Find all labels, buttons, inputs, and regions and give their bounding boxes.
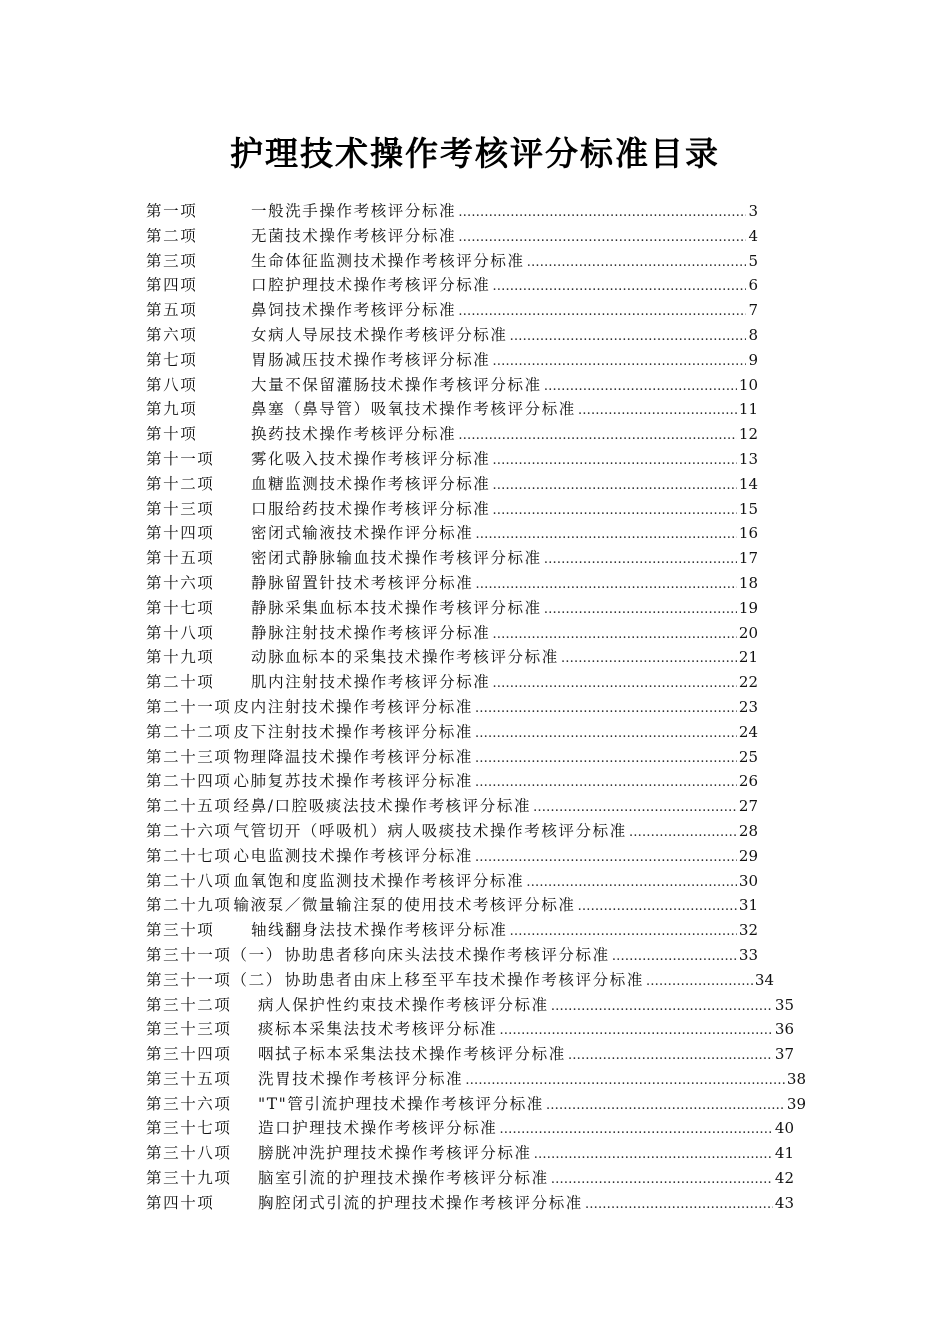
- toc-entry: [146, 893, 758, 918]
- toc-leader-dots: [458, 230, 746, 245]
- toc-entry-page: 38: [786, 1069, 806, 1088]
- toc-entry: [146, 521, 758, 546]
- toc-entry-number: 第九项: [146, 400, 198, 419]
- toc-entry-number: 第三十九项: [146, 1169, 232, 1188]
- toc-entry-title: 生命体征监测技术操作考核评分标准: [251, 251, 525, 270]
- toc-entry-number: 第四十项: [146, 1193, 215, 1212]
- toc-leader-dots: [612, 949, 737, 964]
- toc-entry-title: 动脉血标本的采集技术操作考核评分标准: [251, 648, 559, 667]
- toc-leader-dots: [465, 1073, 785, 1088]
- toc-entry-number: 第三十一项（二）: [146, 970, 283, 989]
- toc-leader-dots: [561, 651, 737, 666]
- toc-entry-title: 病人保护性约束技术操作考核评分标准: [258, 995, 549, 1014]
- toc-entry-page: 36: [774, 1020, 794, 1039]
- toc-leader-dots: [585, 1197, 773, 1212]
- toc-entry-number: 第二十三项: [146, 747, 232, 766]
- toc-entry-title: 血氧饱和度监测技术操作考核评分标准: [233, 871, 525, 890]
- toc-entry-page: 20: [738, 623, 758, 642]
- toc-entry: [146, 546, 758, 571]
- toc-entry: [146, 1166, 794, 1191]
- toc-entry-page: 43: [774, 1193, 794, 1212]
- toc-entry: [146, 720, 758, 745]
- toc-entry-number: 第二十八项: [146, 871, 232, 890]
- toc-leader-dots: [492, 627, 737, 642]
- toc-entry-title: "T"管引流护理技术操作考核评分标准: [258, 1094, 544, 1113]
- toc-entry-page: 27: [738, 797, 758, 816]
- toc-entry-number: 第三十四项: [146, 1045, 232, 1064]
- toc-entry-number: 第三项: [146, 251, 198, 270]
- toc-entry-page: 5: [748, 251, 758, 270]
- toc-entry-title: 心电监测技术操作考核评分标准: [233, 846, 473, 865]
- toc-entry: [146, 348, 758, 373]
- toc-entry: [146, 472, 758, 497]
- toc-entry-title: 雾化吸入技术操作考核评分标准: [251, 449, 491, 468]
- toc-entry: [146, 273, 758, 298]
- toc-leader-dots: [492, 354, 746, 369]
- toc-entry-title: 咽拭子标本采集法技术操作考核评分标准: [258, 1045, 566, 1064]
- toc-entry-title: 肌内注射技术操作考核评分标准: [251, 673, 491, 692]
- toc-entry-page: 3: [748, 202, 758, 220]
- toc-leader-dots: [475, 527, 737, 542]
- toc-leader-dots: [646, 974, 753, 989]
- toc-entry-number: 第十四项: [146, 524, 215, 543]
- toc-entry-number: 第二十项: [146, 673, 215, 692]
- toc-entry: [146, 1116, 794, 1141]
- toc-entry-title: 胸腔闭式引流的护理技术操作考核评分标准: [258, 1193, 583, 1212]
- toc-entry-title: 膀胱冲洗护理技术操作考核评分标准: [258, 1144, 532, 1163]
- toc-entry-page: 37: [774, 1045, 794, 1064]
- toc-entry: [146, 571, 758, 596]
- toc-entry: [146, 1092, 806, 1117]
- toc-entry-number: 第二十四项: [146, 772, 232, 791]
- toc-entry: [146, 869, 758, 894]
- toc-entry-number: 第二项: [146, 226, 198, 245]
- toc-leader-dots: [475, 701, 737, 716]
- toc-entry-number: 第三十二项: [146, 995, 232, 1014]
- toc-entry: [146, 745, 758, 770]
- toc-leader-dots: [475, 751, 737, 766]
- toc-entry-title: 气管切开（呼吸机）病人吸痰技术操作考核评分标准: [233, 821, 627, 840]
- toc-entry-title: 血糖监测技术操作考核评分标准: [251, 474, 491, 493]
- toc-entry-page: 17: [738, 549, 758, 568]
- toc-entry-page: 29: [738, 846, 758, 865]
- toc-entry-title: 静脉留置针技术考核评分标准: [251, 573, 474, 592]
- toc-entry: [146, 199, 758, 224]
- toc-entry: [146, 373, 758, 398]
- toc-entry: [146, 1042, 794, 1067]
- toc-leader-dots: [551, 999, 773, 1014]
- toc-entry-number: 第二十六项: [146, 821, 232, 840]
- toc-entry-title: 洗胃技术操作考核评分标准: [258, 1069, 464, 1088]
- toc-leader-dots: [475, 775, 737, 790]
- toc-entry: [146, 1191, 794, 1216]
- toc-entry: [146, 224, 758, 249]
- toc-entry: [146, 249, 758, 274]
- toc-leader-dots: [492, 676, 737, 691]
- toc-entry-number: 第三十六项: [146, 1094, 232, 1113]
- toc-entry-title: 鼻塞（鼻导管）吸氧技术操作考核评分标准: [251, 400, 576, 419]
- toc-entry: [146, 769, 758, 794]
- toc-entry: [146, 596, 758, 621]
- toc-entry-number: 第二十五项: [146, 797, 232, 816]
- toc-entry-number: 第十一项: [146, 449, 215, 468]
- toc-leader-dots: [629, 825, 737, 840]
- toc-entry-title: 轴线翻身法技术操作考核评分标准: [251, 921, 508, 940]
- toc-entry-number: 第一项: [146, 202, 198, 220]
- toc-entry-title: 胃肠减压技术操作考核评分标准: [251, 350, 491, 369]
- toc-entry-number: 第十项: [146, 425, 198, 444]
- toc-entry-page: 34: [754, 970, 774, 989]
- toc-entry-page: 16: [738, 524, 758, 543]
- toc-entry: [146, 695, 758, 720]
- toc-entry-number: 第三十项: [146, 921, 215, 940]
- toc-entry: [146, 422, 758, 447]
- toc-entry-page: 14: [738, 474, 758, 493]
- toc-entry-page: 32: [738, 921, 758, 940]
- toc-entry-title: 造口护理技术操作考核评分标准: [258, 1119, 498, 1138]
- toc-entry-number: 第七项: [146, 350, 198, 369]
- toc-entry-number: 第三十七项: [146, 1119, 232, 1138]
- toc-entry-title: 经鼻/口腔吸痰法技术操作考核评分标准: [233, 797, 532, 816]
- toc-entry: [146, 918, 758, 943]
- toc-entry: [146, 1067, 806, 1092]
- toc-leader-dots: [527, 255, 747, 270]
- toc-leader-dots: [458, 428, 737, 443]
- toc-entry: [146, 993, 794, 1018]
- toc-entry-page: 26: [738, 772, 758, 791]
- toc-entry-page: 39: [786, 1094, 806, 1113]
- toc-entry-title: 静脉注射技术操作考核评分标准: [251, 623, 491, 642]
- toc-leader-dots: [499, 1023, 773, 1038]
- toc-leader-dots: [533, 800, 737, 815]
- toc-entry-page: 19: [738, 598, 758, 617]
- toc-leader-dots: [492, 478, 737, 493]
- toc-entry-page: 10: [738, 375, 758, 394]
- toc-entry-title: 口服给药技术操作考核评分标准: [251, 499, 491, 518]
- toc-entry-page: 8: [748, 325, 758, 344]
- toc-entry-page: 25: [738, 747, 758, 766]
- toc-entry-number: 第八项: [146, 375, 198, 394]
- toc-entry: [146, 397, 758, 422]
- toc-entry-number: 第十五项: [146, 549, 215, 568]
- toc-entry: [146, 298, 758, 323]
- toc-entry-title: 痰标本采集法技术考核评分标准: [258, 1020, 498, 1039]
- toc-entry-title: 静脉采集血标本技术操作考核评分标准: [251, 598, 542, 617]
- toc-leader-dots: [510, 924, 737, 939]
- toc-entry-title: 协助患者移向床头法技术操作考核评分标准: [284, 945, 610, 964]
- toc-entry-title: 口腔护理技术操作考核评分标准: [251, 276, 491, 295]
- toc-entry-page: 23: [738, 697, 758, 716]
- toc-leader-dots: [534, 1147, 773, 1162]
- toc-leader-dots: [578, 403, 737, 418]
- toc-leader-dots: [544, 379, 737, 394]
- toc-leader-dots: [568, 1048, 773, 1063]
- toc-entry: [146, 1017, 794, 1042]
- toc-leader-dots: [475, 850, 737, 865]
- toc-entry-page: 21: [738, 648, 758, 667]
- toc-leader-dots: [526, 875, 737, 890]
- toc-leader-dots: [578, 899, 737, 914]
- toc-entry: [146, 645, 758, 670]
- toc-entry-page: 35: [774, 995, 794, 1014]
- toc-entry-page: 13: [738, 449, 758, 468]
- toc-entry-number: 第二十二项: [146, 722, 232, 741]
- toc-entry-page: 30: [738, 871, 758, 890]
- toc-entry-number: 第二十一项: [146, 697, 232, 716]
- toc-entry-number: 第十八项: [146, 623, 215, 642]
- toc-entry-page: 40: [774, 1119, 794, 1138]
- toc-entry-page: 6: [748, 276, 758, 295]
- toc-entry-page: 15: [738, 499, 758, 518]
- toc-entry-page: 18: [738, 573, 758, 592]
- toc-entry-page: 22: [738, 673, 758, 692]
- toc-entry: [146, 621, 758, 646]
- toc-leader-dots: [546, 1098, 785, 1113]
- toc-entry-title: 脑室引流的护理技术操作考核评分标准: [258, 1169, 549, 1188]
- toc-entry-page: 33: [738, 945, 758, 964]
- toc-leader-dots: [510, 329, 747, 344]
- toc-entry-page: 7: [748, 301, 758, 320]
- toc-entry-title: 大量不保留灌肠技术操作考核评分标准: [251, 375, 542, 394]
- toc-entry-title: 密闭式输液技术操作评分标准: [251, 524, 474, 543]
- toc-entry-title: 换药技术操作考核评分标准: [251, 425, 457, 444]
- toc-entry-title: 皮下注射技术操作考核评分标准: [233, 722, 473, 741]
- toc-entry: [146, 670, 758, 695]
- toc-entry-page: 41: [774, 1144, 794, 1163]
- toc-entry-number: 第二十七项: [146, 846, 232, 865]
- toc-entry-title: 无菌技术操作考核评分标准: [251, 226, 457, 245]
- toc-leader-dots: [458, 205, 746, 220]
- toc-entry-number: 第四项: [146, 276, 198, 295]
- toc-entry-number: 第十三项: [146, 499, 215, 518]
- toc-entry-number: 第十二项: [146, 474, 215, 493]
- toc-leader-dots: [551, 1172, 773, 1187]
- toc-entry-title: 密闭式静脉输血技术操作考核评分标准: [251, 549, 542, 568]
- toc-entry: [146, 844, 758, 869]
- toc-entry: [146, 794, 758, 819]
- toc-leader-dots: [544, 552, 737, 567]
- toc-entry-number: 第三十三项: [146, 1020, 232, 1039]
- toc-entry-page: 9: [748, 350, 758, 369]
- toc-entry-page: 12: [738, 425, 758, 444]
- toc-entry-number: 第五项: [146, 301, 198, 320]
- toc-entry-number: 第三十八项: [146, 1144, 232, 1163]
- toc-entry: [146, 819, 758, 844]
- toc-entry-title: 协助患者由床上移至平车技术操作考核评分标准: [284, 970, 644, 989]
- toc-entry-number: 第六项: [146, 325, 198, 344]
- toc-list: [146, 199, 806, 1216]
- toc-entry-title: 输液泵／微量输注泵的使用技术考核评分标准: [233, 896, 576, 915]
- toc-leader-dots: [544, 602, 737, 617]
- toc-entry: [146, 968, 774, 993]
- toc-leader-dots: [499, 1122, 773, 1137]
- toc-entry-number: 第三十五项: [146, 1069, 232, 1088]
- document-title: 护理技术操作考核评分标准目录: [230, 134, 720, 173]
- toc-entry-number: 第二十九项: [146, 896, 232, 915]
- toc-entry-number: 第三十一项（一）: [146, 945, 283, 964]
- toc-entry: [146, 447, 758, 472]
- toc-entry-number: 第十九项: [146, 648, 215, 667]
- toc-entry-number: 第十七项: [146, 598, 215, 617]
- toc-entry-title: 一般洗手操作考核评分标准: [251, 202, 457, 220]
- toc-entry-page: 4: [748, 226, 758, 245]
- toc-entry-page: 42: [774, 1169, 794, 1188]
- toc-entry-title: 女病人导尿技术操作考核评分标准: [251, 325, 508, 344]
- toc-leader-dots: [492, 453, 737, 468]
- toc-entry-page: 31: [738, 896, 758, 915]
- toc-entry-number: 第十六项: [146, 573, 215, 592]
- toc-entry: [146, 323, 758, 348]
- toc-entry: [146, 1141, 794, 1166]
- toc-leader-dots: [458, 304, 746, 319]
- toc-leader-dots: [492, 279, 746, 294]
- toc-entry-title: 鼻饲技术操作考核评分标准: [251, 301, 457, 320]
- toc-leader-dots: [475, 726, 737, 741]
- toc-entry-title: 物理降温技术操作考核评分标准: [233, 747, 473, 766]
- toc-entry-title: 皮内注射技术操作考核评分标准: [233, 697, 473, 716]
- toc-entry-title: 心肺复苏技术操作考核评分标准: [233, 772, 473, 791]
- toc-entry-page: 24: [738, 722, 758, 741]
- toc-entry-page: 11: [738, 400, 758, 419]
- toc-entry-page: 28: [738, 821, 758, 840]
- toc-entry: [146, 943, 758, 968]
- toc-leader-dots: [492, 503, 737, 518]
- toc-leader-dots: [475, 577, 737, 592]
- toc-entry: [146, 497, 758, 522]
